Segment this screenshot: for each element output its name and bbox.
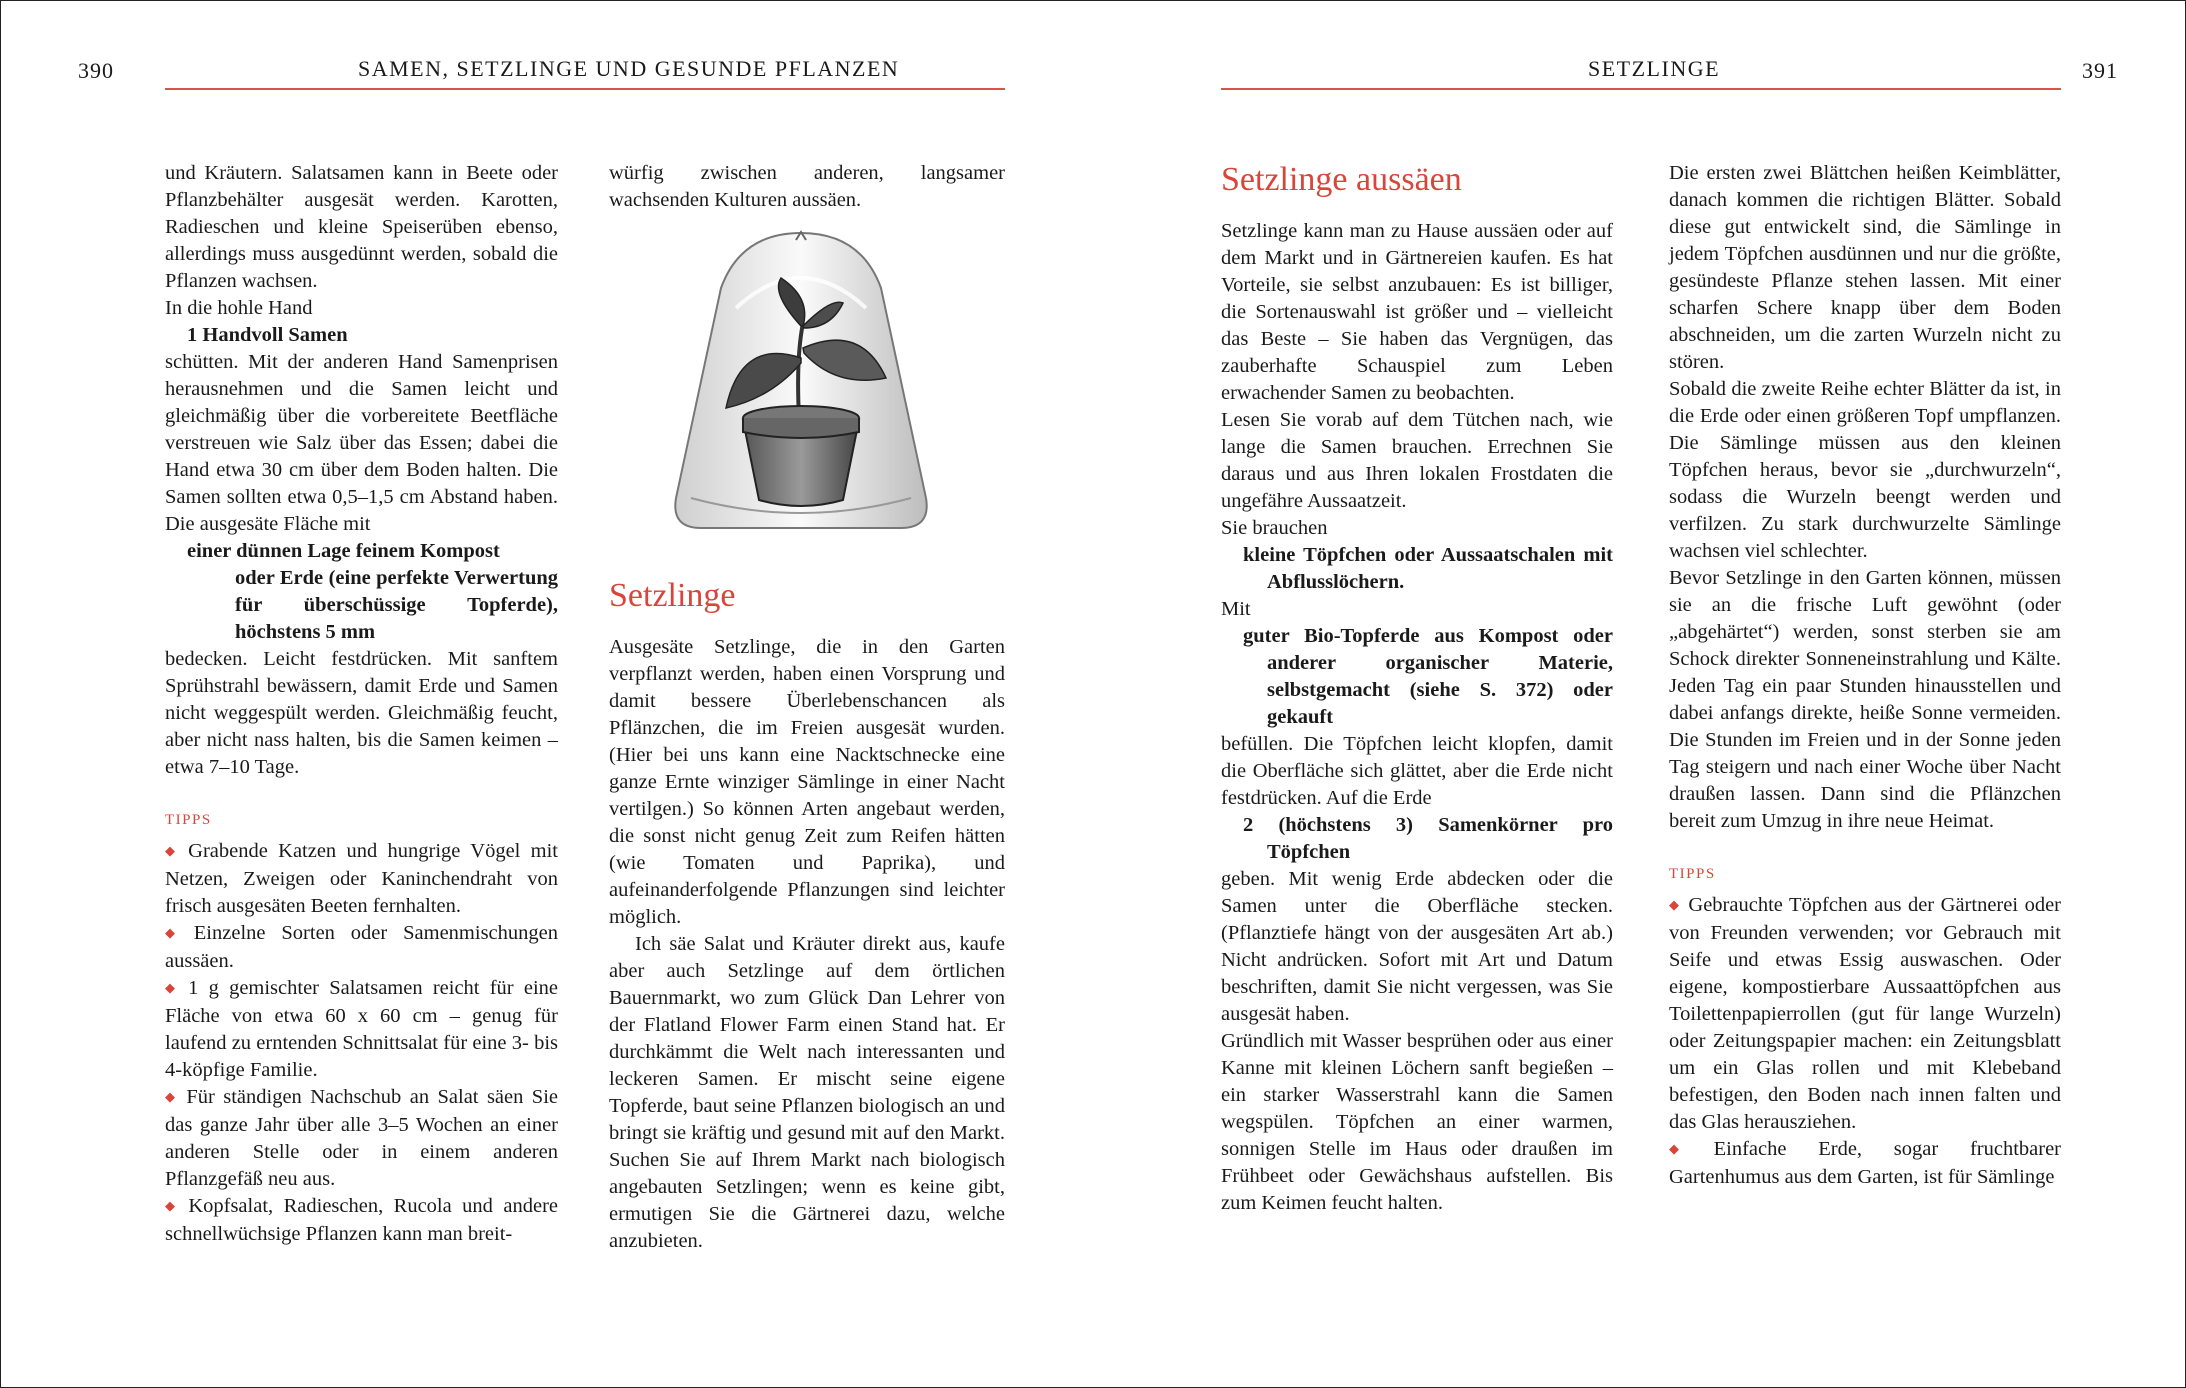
right-page <box>1093 0 2186 1388</box>
ingredient: 1 Handvoll Samen <box>187 324 348 346</box>
paragraph: In die hohle Hand <box>165 297 313 319</box>
paragraph: würfig zwischen anderen, langsamer wachsenden Kulturen aussäen. <box>609 162 1005 211</box>
page-number: 391 <box>2082 58 2118 83</box>
ingredient: 2 (höchstens 3) Samenkörner pro Töpfchen <box>1243 814 1613 863</box>
ingredient: guter Bio-Topferde aus Kompost oder anderer organischer Materie, selbstgemacht (siehe S. 372) oder gekauft <box>1243 625 1613 728</box>
paragraph: Lesen Sie vorab auf dem Tütchen nach, wie lange die Samen brauchen. Errechnen Sie daraus und aus Ihren lokalen Frostdaten die ungefähre Aussaatzeit. <box>1221 409 1613 512</box>
ingredient: oder Erde (eine perfekte Verwertung für überschüssige Topferde), höchstens 5 mm <box>235 567 558 643</box>
tip-item: ◆ Grabende Katzen und hungrige Vögel mit Netzen, Zweigen oder Kaninchendraht von frisch ausgesäten Beeten fernhalten. <box>165 840 559 917</box>
diamond-bullet-icon: ◆ <box>1669 1141 1706 1156</box>
paragraph: Sie brauchen <box>1221 517 1328 539</box>
right-column-1 <box>1221 160 1613 1217</box>
section-heading: Setzlinge aussäen <box>1221 161 1462 198</box>
diamond-bullet-icon: ◆ <box>1669 897 1681 912</box>
tipps-heading: TIPPS <box>165 812 212 828</box>
left-column-2 <box>609 160 1005 1255</box>
right-column-2 <box>1669 160 2061 1191</box>
diamond-bullet-icon: ◆ <box>165 843 181 858</box>
tipps-heading: TIPPS <box>1669 866 1716 882</box>
tip-item: ◆ 1 g gemischter Salatsamen reicht für eine Fläche von etwa 60 x 60 cm – genug für laufend zu erntenden Schnittsalat für eine 3- bis 4-köpfige Familie. <box>165 977 558 1081</box>
ingredient: kleine Töpfchen oder Aussaatschalen mit Abflusslöchern. <box>1243 544 1613 593</box>
section-heading: Setzlinge <box>609 577 736 614</box>
paragraph: Ich säe Salat und Kräuter direkt aus, kaufe aber auch Setzlinge auf dem örtlichen Bauernmarkt, wo zum Glück Dan Lehrer von der Flatland Flower Farm einen Stand hat. Er durchkämmt die Welt nach interessanten und leckeren Samen. Er mischt seine eigene Topferde, baut seine Pflanzen biologisch an und bringt sie kräftig und gesund mit auf den Markt. Suchen Sie auf Ihrem Markt nach biologisch angebauten Setzlingen; wenn es keine gibt, ermutigen Sie die Gärtnerei dazu, welche anzubieten. <box>609 933 1005 1252</box>
paragraph: und Kräutern. Salatsamen kann in Beete oder Pflanzbehälter ausgesät werden. Karotten, Radieschen und kleine Speiserüben ebenso, allerdings muss ausgedünnt werden, sobald die Pflanzen wachsen. <box>165 162 558 292</box>
paragraph: befüllen. Die Töpfchen leicht klopfen, damit die Oberfläche sich glättet, aber die Erde nicht festdrücken. Auf die Erde <box>1221 733 1613 809</box>
header-rule <box>165 88 1005 90</box>
diamond-bullet-icon: ◆ <box>165 925 186 940</box>
paragraph: Mit <box>1221 598 1251 620</box>
tip-item: ◆ Gebrauchte Töpfchen aus der Gärtnerei oder von Freunden verwenden; vor Gebrauch mit Seife und etwas Essig auswaschen. Oder eigene, kompostierbare Aussaattöpfchen aus Toilettenpapierrollen (gut für lange Wurzeln) oder Zeitungspapier machen: ein Zeitungsblatt um ein Glas rollen und mit Klebeband befestigen, den Boden nach innen falten und das Glas herausziehen. <box>1669 894 2061 1133</box>
tip-item: ◆ Für ständigen Nachschub an Salat säen Sie das ganze Jahr über alle 3–5 Wochen an einer anderen Stelle oder in einem anderen Pflanzgefäß neu aus. <box>165 1086 558 1190</box>
left-column-1 <box>165 160 558 1248</box>
paragraph: Gründlich mit Wasser besprühen oder aus einer Kanne mit kleinen Löchern sanft begießen – ein starker Wasserstrahl kann die Samen wegspülen. Töpfchen an einer warmen, sonnigen Stelle im Haus oder draußen im Frühbeet oder Gewächshaus aufstellen. Bis zum Keimen feucht halten. <box>1221 1030 1613 1214</box>
paragraph: Ausgesäte Setzlinge, die in den Garten verpflanzt werden, haben einen Vorsprung und damit bessere Überlebenschancen als Pflänzchen, die im Freien ausgesät wurden. (Hier bei uns kann eine Nacktschnecke eine ganze Ernte winziger Sämlinge in einer Nacht vertilgen.) So können Arten angebaut werden, die sonst nicht genug Zeit zum Reifen hätten (wie Tomaten und Paprika), und aufeinanderfolgende Pflanzungen sind leichter möglich. <box>609 636 1005 928</box>
tip-item: ◆ Kopfsalat, Radieschen, Rucola und andere schnellwüchsige Pflanzen kann man breit- <box>165 1195 558 1245</box>
paragraph: geben. Mit wenig Erde abdecken oder die Samen unter die Oberfläche stecken. (Pflanztiefe hängt von der ausgesäten Art ab.) Nicht andrücken. Sofort mit Art und Datum beschriften, damit Sie nicht vergessen, was Sie ausgesät haben. <box>1221 868 1613 1025</box>
paragraph: Die ersten zwei Blättchen heißen Keimblätter, danach kommen die richtigen Blätter. Sobald diese gut entwickelt sind, die Sämlinge in jedem Töpfchen ausdünnen und nur die größte, gesündeste Pflanze stehen lassen. Mit einer scharfen Schere knapp über dem Boden abschneiden, um die zarten Wurzeln nicht zu stören. <box>1669 162 2061 373</box>
tip-item: ◆ Einfache Erde, sogar fruchtbarer Gartenhumus aus dem Garten, ist für Sämlinge <box>1669 1138 2061 1188</box>
diamond-bullet-icon: ◆ <box>165 1198 181 1213</box>
paragraph: schütten. Mit der anderen Hand Samenprisen herausnehmen und die Samen leicht und gleichmäßig über die vorbereitete Beetfläche verstreuen wie Salz über das Essen; dabei die Hand etwa 30 cm über dem Boden halten. Die Samen sollten etwa 0,5–1,5 cm Abstand haben. Die ausgesäte Fläche mit <box>165 351 558 535</box>
paragraph: Bevor Setzlinge in den Garten können, müssen sie an die frische Luft gewöhnt (oder „abgehärtet“) werden, sonst sterben sie am Schock direkter Sonneneinstrahlung und Kälte. Jeden Tag ein paar Stunden hinausstellen und dabei anfangs direkte, heiße Sonne vermeiden. Die Stunden im Freien und in der Sonne jeden Tag steigern und nach einer Woche über Nacht draußen lassen. Dann sind die Pflänzchen bereit zum Umzug in ihre neue Heimat. <box>1669 567 2061 832</box>
paragraph: Sobald die zweite Reihe echter Blätter da ist, in die Erde oder einen größeren Topf umpflanzen. Die Sämlinge müssen aus den kleinen Töpfchen heraus, bevor sie „durchwurzeln“, sodass die Wurzeln beengt werden und verfilzen. Zu stark durchwurzelte Sämlinge wachsen viel schlechter. <box>1669 378 2061 562</box>
header-rule <box>1221 88 2061 90</box>
running-head: SETZLINGE <box>1588 56 1721 81</box>
paragraph: bedecken. Leicht festdrücken. Mit sanftem Sprühstrahl bewässern, damit Erde und Samen nicht weggespült werden. Gleichmäßig feucht, aber nicht nass halten, bis die Samen keimen – etwa 7–10 Tage. <box>165 648 558 778</box>
paragraph: Setzlinge kann man zu Hause aussäen oder auf dem Markt und in Gärtnereien kaufen. Es hat Vorteile, sie selbst anzubauen: Es ist billiger, die Sortenauswahl ist größer und – vielleicht das Beste – Sie haben das Vergnügen, das zauberhafte Schauspiel zum Leben erwachender Samen zu beobachten. <box>1221 220 1613 404</box>
tip-item: ◆ Einzelne Sorten oder Samenmischungen aussäen. <box>165 922 558 972</box>
diamond-bullet-icon: ◆ <box>165 1089 179 1104</box>
page-number: 390 <box>78 58 114 83</box>
seedling-under-cloche-illustration <box>631 228 971 548</box>
running-head: SAMEN, SETZLINGE UND GESUNDE PFLANZEN <box>358 56 900 81</box>
diamond-bullet-icon: ◆ <box>165 980 181 995</box>
ingredient: einer dünnen Lage feinem Kompost <box>187 540 500 562</box>
